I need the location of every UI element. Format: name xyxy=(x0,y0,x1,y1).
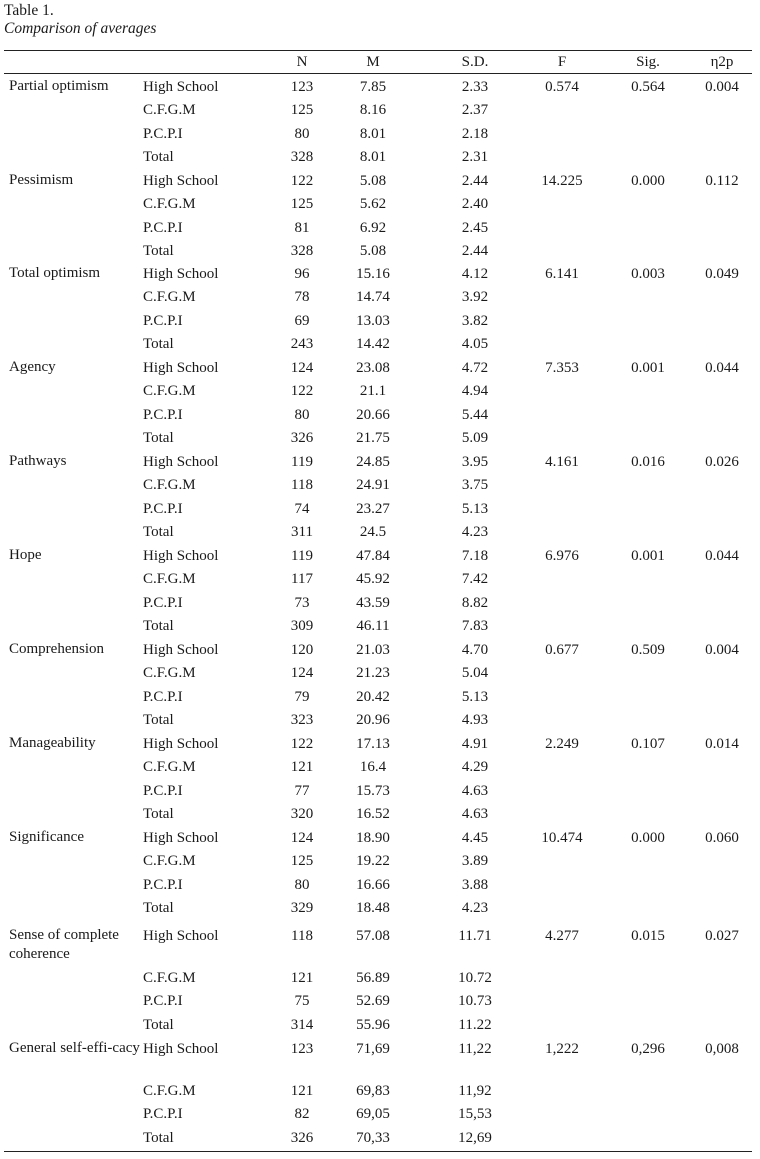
mean-value: 56.89 xyxy=(356,970,390,986)
group-label: High School xyxy=(143,454,219,470)
f-value: 6.976 xyxy=(545,548,579,564)
sig-value: 0.001 xyxy=(631,360,665,376)
group-label: C.F.G.M xyxy=(143,571,196,587)
n-value: 125 xyxy=(290,853,314,869)
mean-value: 24.5 xyxy=(359,524,387,540)
mean-value: 69,05 xyxy=(356,1106,390,1122)
sig-value: 0.003 xyxy=(631,266,665,282)
eta-value: 0.026 xyxy=(705,454,739,470)
sd-value: 11.22 xyxy=(458,1017,492,1033)
mean-value: 14.74 xyxy=(356,289,390,305)
table-caption xyxy=(4,2,156,38)
variable-label: Comprehension xyxy=(9,641,104,657)
group-label: High School xyxy=(143,173,219,189)
f-value: 7.353 xyxy=(545,360,579,376)
sd-value: 2.45 xyxy=(461,220,489,236)
n-value: 124 xyxy=(290,665,314,681)
n-value: 75 xyxy=(294,993,310,1009)
header-f: F xyxy=(557,54,567,70)
sd-value: 4.45 xyxy=(461,830,489,846)
n-value: 124 xyxy=(290,360,314,376)
sd-value: 4.70 xyxy=(461,642,489,658)
mean-value: 69,83 xyxy=(356,1083,390,1099)
sd-value: 10.72 xyxy=(458,970,492,986)
group-label: C.F.G.M xyxy=(143,383,196,399)
variable-label: Manageability xyxy=(9,735,96,751)
group-label: Total xyxy=(143,618,174,634)
group-label: P.C.P.I xyxy=(143,313,183,329)
n-value: 79 xyxy=(294,689,310,705)
sig-value: 0.564 xyxy=(631,79,665,95)
group-label: P.C.P.I xyxy=(143,1106,183,1122)
sig-value: 0.107 xyxy=(631,736,665,752)
bottom-rule xyxy=(4,1151,752,1152)
group-label: C.F.G.M xyxy=(143,759,196,775)
n-value: 328 xyxy=(290,243,314,259)
group-label: High School xyxy=(143,548,219,564)
mean-value: 19.22 xyxy=(356,853,390,869)
variable-label: Significance xyxy=(9,829,84,845)
mean-value: 8.01 xyxy=(359,126,387,142)
mean-value: 20.42 xyxy=(356,689,390,705)
group-label: High School xyxy=(143,1041,219,1057)
eta-value: 0.004 xyxy=(705,79,739,95)
eta-value: 0.044 xyxy=(705,548,739,564)
variable-label: Pessimism xyxy=(9,172,74,188)
sd-value: 2.44 xyxy=(461,243,489,259)
group-label: Total xyxy=(143,1130,174,1146)
group-label: C.F.G.M xyxy=(143,970,196,986)
sd-value: 2.37 xyxy=(461,102,489,118)
n-value: 80 xyxy=(294,407,310,423)
mean-value: 13.03 xyxy=(356,313,390,329)
f-value: 1,222 xyxy=(545,1041,579,1057)
sd-value: 4.29 xyxy=(461,759,489,775)
n-value: 124 xyxy=(290,830,314,846)
n-value: 82 xyxy=(294,1106,310,1122)
n-value: 123 xyxy=(290,1041,314,1057)
n-value: 323 xyxy=(290,712,314,728)
sd-value: 2.44 xyxy=(461,173,489,189)
n-value: 74 xyxy=(294,501,310,517)
group-label: High School xyxy=(143,642,219,658)
n-value: 122 xyxy=(290,383,314,399)
sd-value: 2.31 xyxy=(461,149,489,165)
variable-label: Sense of complete coherence xyxy=(9,927,119,962)
group-label: C.F.G.M xyxy=(143,102,196,118)
mean-value: 20.66 xyxy=(356,407,390,423)
mean-value: 52.69 xyxy=(356,993,390,1009)
group-label: Total xyxy=(143,524,174,540)
group-label: P.C.P.I xyxy=(143,993,183,1009)
mean-value: 21.03 xyxy=(356,642,390,658)
mean-value: 7.85 xyxy=(359,79,387,95)
mean-value: 5.08 xyxy=(359,243,387,259)
mean-value: 45.92 xyxy=(356,571,390,587)
n-value: 117 xyxy=(291,571,313,587)
header-m: M xyxy=(366,54,380,70)
sd-value: 5.09 xyxy=(461,430,489,446)
n-value: 326 xyxy=(290,430,314,446)
group-label: C.F.G.M xyxy=(143,853,196,869)
sig-value: 0.016 xyxy=(631,454,665,470)
n-value: 329 xyxy=(290,900,314,916)
sd-value: 7.83 xyxy=(461,618,489,634)
mean-value: 5.62 xyxy=(359,196,387,212)
group-label: Total xyxy=(143,1017,174,1033)
group-label: Total xyxy=(143,243,174,259)
group-label: P.C.P.I xyxy=(143,783,183,799)
mean-value: 16.66 xyxy=(356,877,390,893)
group-label: Total xyxy=(143,900,174,916)
sd-value: 4.63 xyxy=(461,806,489,822)
sd-value: 7.18 xyxy=(461,548,489,564)
mean-value: 46.11 xyxy=(356,618,390,634)
sd-value: 4.23 xyxy=(461,900,489,916)
sd-value: 2.40 xyxy=(461,196,489,212)
eta-value: 0.004 xyxy=(705,642,739,658)
group-label: P.C.P.I xyxy=(143,689,183,705)
header-sd: S.D. xyxy=(461,54,489,70)
n-value: 69 xyxy=(294,313,310,329)
sd-value: 4.72 xyxy=(461,360,489,376)
header-eta: η2p xyxy=(710,54,734,70)
sd-value: 5.13 xyxy=(461,501,489,517)
group-label: Total xyxy=(143,806,174,822)
variable-label: Total optimism xyxy=(9,265,101,281)
group-label: P.C.P.I xyxy=(143,595,183,611)
f-value: 14.225 xyxy=(541,173,583,189)
sd-value: 4.23 xyxy=(461,524,489,540)
table-subtitle: Comparison of averages xyxy=(4,20,157,37)
sig-value: 0.000 xyxy=(631,173,665,189)
group-label: High School xyxy=(143,830,219,846)
group-label: High School xyxy=(143,360,219,376)
n-value: 119 xyxy=(291,454,313,470)
n-value: 314 xyxy=(290,1017,314,1033)
sd-value: 2.33 xyxy=(461,79,489,95)
mean-value: 18.90 xyxy=(356,830,390,846)
sd-value: 5.04 xyxy=(461,665,489,681)
n-value: 320 xyxy=(290,806,314,822)
n-value: 125 xyxy=(290,196,314,212)
sig-value: 0.000 xyxy=(631,830,665,846)
sd-value: 5.44 xyxy=(461,407,489,423)
sd-value: 10.73 xyxy=(458,993,492,1009)
n-value: 80 xyxy=(294,126,310,142)
n-value: 243 xyxy=(290,336,314,352)
group-label: C.F.G.M xyxy=(143,289,196,305)
mean-value: 14.42 xyxy=(356,336,390,352)
sd-value: 4.63 xyxy=(461,783,489,799)
sd-value: 3.92 xyxy=(461,289,489,305)
sig-value: 0.509 xyxy=(631,642,665,658)
group-label: C.F.G.M xyxy=(143,1083,196,1099)
eta-value: 0,008 xyxy=(705,1041,739,1057)
sig-value: 0,296 xyxy=(631,1041,665,1057)
table-title: Table 1. xyxy=(4,2,54,19)
mean-value: 8.01 xyxy=(359,149,387,165)
f-value: 4.277 xyxy=(545,928,579,944)
group-label: P.C.P.I xyxy=(143,220,183,236)
group-label: C.F.G.M xyxy=(143,477,196,493)
n-value: 96 xyxy=(294,266,310,282)
sd-value: 11,22 xyxy=(458,1041,492,1057)
sd-value: 3.88 xyxy=(461,877,489,893)
mean-value: 6.92 xyxy=(359,220,387,236)
n-value: 73 xyxy=(294,595,310,611)
mean-value: 8.16 xyxy=(359,102,387,118)
mean-value: 23.27 xyxy=(356,501,390,517)
group-label: Total xyxy=(143,149,174,165)
eta-value: 0.112 xyxy=(705,173,739,189)
group-label: High School xyxy=(143,736,219,752)
mean-value: 16.4 xyxy=(359,759,387,775)
group-label: C.F.G.M xyxy=(143,665,196,681)
mean-value: 21.1 xyxy=(359,383,387,399)
sd-value: 7.42 xyxy=(461,571,489,587)
n-value: 122 xyxy=(290,173,314,189)
n-value: 118 xyxy=(291,928,313,944)
mean-value: 70,33 xyxy=(356,1130,390,1146)
eta-value: 0.014 xyxy=(705,736,739,752)
variable-label: General self-effi-cacy xyxy=(9,1040,140,1056)
mean-value: 15.16 xyxy=(356,266,390,282)
sig-value: 0.015 xyxy=(631,928,665,944)
header-rule xyxy=(4,73,752,74)
n-value: 80 xyxy=(294,877,310,893)
mean-value: 21.75 xyxy=(356,430,390,446)
n-value: 121 xyxy=(290,759,314,775)
sd-value: 2.18 xyxy=(461,126,489,142)
n-value: 119 xyxy=(291,548,313,564)
mean-value: 24.91 xyxy=(356,477,390,493)
mean-value: 24.85 xyxy=(356,454,390,470)
group-label: Total xyxy=(143,430,174,446)
header-n: N xyxy=(296,54,308,70)
sd-value: 15,53 xyxy=(458,1106,492,1122)
sd-value: 4.94 xyxy=(461,383,489,399)
mean-value: 16.52 xyxy=(356,806,390,822)
group-label: Total xyxy=(143,336,174,352)
sd-value: 4.12 xyxy=(461,266,489,282)
sd-value: 4.05 xyxy=(461,336,489,352)
n-value: 328 xyxy=(290,149,314,165)
mean-value: 23.08 xyxy=(356,360,390,376)
sd-value: 4.93 xyxy=(461,712,489,728)
group-label: P.C.P.I xyxy=(143,407,183,423)
sd-value: 5.13 xyxy=(461,689,489,705)
f-value: 4.161 xyxy=(545,454,579,470)
sd-value: 11.71 xyxy=(458,928,492,944)
n-value: 326 xyxy=(290,1130,314,1146)
f-value: 0.574 xyxy=(545,79,579,95)
mean-value: 21.23 xyxy=(356,665,390,681)
sd-value: 3.95 xyxy=(461,454,489,470)
n-value: 121 xyxy=(290,970,314,986)
sd-value: 8.82 xyxy=(461,595,489,611)
sd-value: 4.91 xyxy=(461,736,489,752)
n-value: 78 xyxy=(294,289,310,305)
eta-value: 0.049 xyxy=(705,266,739,282)
mean-value: 18.48 xyxy=(356,900,390,916)
sd-value: 3.89 xyxy=(461,853,489,869)
mean-value: 57.08 xyxy=(356,928,390,944)
sd-value: 12,69 xyxy=(458,1130,492,1146)
n-value: 311 xyxy=(291,524,313,540)
sd-value: 3.82 xyxy=(461,313,489,329)
sig-value: 0.001 xyxy=(631,548,665,564)
header-sig: Sig. xyxy=(636,54,660,70)
group-label: P.C.P.I xyxy=(143,501,183,517)
group-label: High School xyxy=(143,928,219,944)
group-label: P.C.P.I xyxy=(143,877,183,893)
mean-value: 15.73 xyxy=(356,783,390,799)
sd-value: 11,92 xyxy=(458,1083,492,1099)
variable-label: Agency xyxy=(9,359,56,375)
eta-value: 0.027 xyxy=(705,928,739,944)
mean-value: 20.96 xyxy=(356,712,390,728)
n-value: 81 xyxy=(294,220,310,236)
group-label: C.F.G.M xyxy=(143,196,196,212)
n-value: 120 xyxy=(290,642,314,658)
n-value: 118 xyxy=(291,477,313,493)
f-value: 2.249 xyxy=(545,736,579,752)
n-value: 122 xyxy=(290,736,314,752)
n-value: 123 xyxy=(290,79,314,95)
variable-label: Pathways xyxy=(9,453,67,469)
top-rule xyxy=(4,50,752,51)
eta-value: 0.060 xyxy=(705,830,739,846)
n-value: 309 xyxy=(290,618,314,634)
n-value: 77 xyxy=(294,783,310,799)
variable-label: Hope xyxy=(9,547,42,563)
eta-value: 0.044 xyxy=(705,360,739,376)
variable-label: Partial optimism xyxy=(9,78,109,94)
mean-value: 47.84 xyxy=(356,548,390,564)
group-label: High School xyxy=(143,266,219,282)
n-value: 121 xyxy=(290,1083,314,1099)
mean-value: 17.13 xyxy=(356,736,390,752)
group-label: P.C.P.I xyxy=(143,126,183,142)
f-value: 0.677 xyxy=(545,642,579,658)
group-label: Total xyxy=(143,712,174,728)
f-value: 6.141 xyxy=(545,266,579,282)
mean-value: 43.59 xyxy=(356,595,390,611)
group-label: High School xyxy=(143,79,219,95)
n-value: 125 xyxy=(290,102,314,118)
mean-value: 71,69 xyxy=(356,1041,390,1057)
mean-value: 5.08 xyxy=(359,173,387,189)
sd-value: 3.75 xyxy=(461,477,489,493)
f-value: 10.474 xyxy=(541,830,583,846)
mean-value: 55.96 xyxy=(356,1017,390,1033)
